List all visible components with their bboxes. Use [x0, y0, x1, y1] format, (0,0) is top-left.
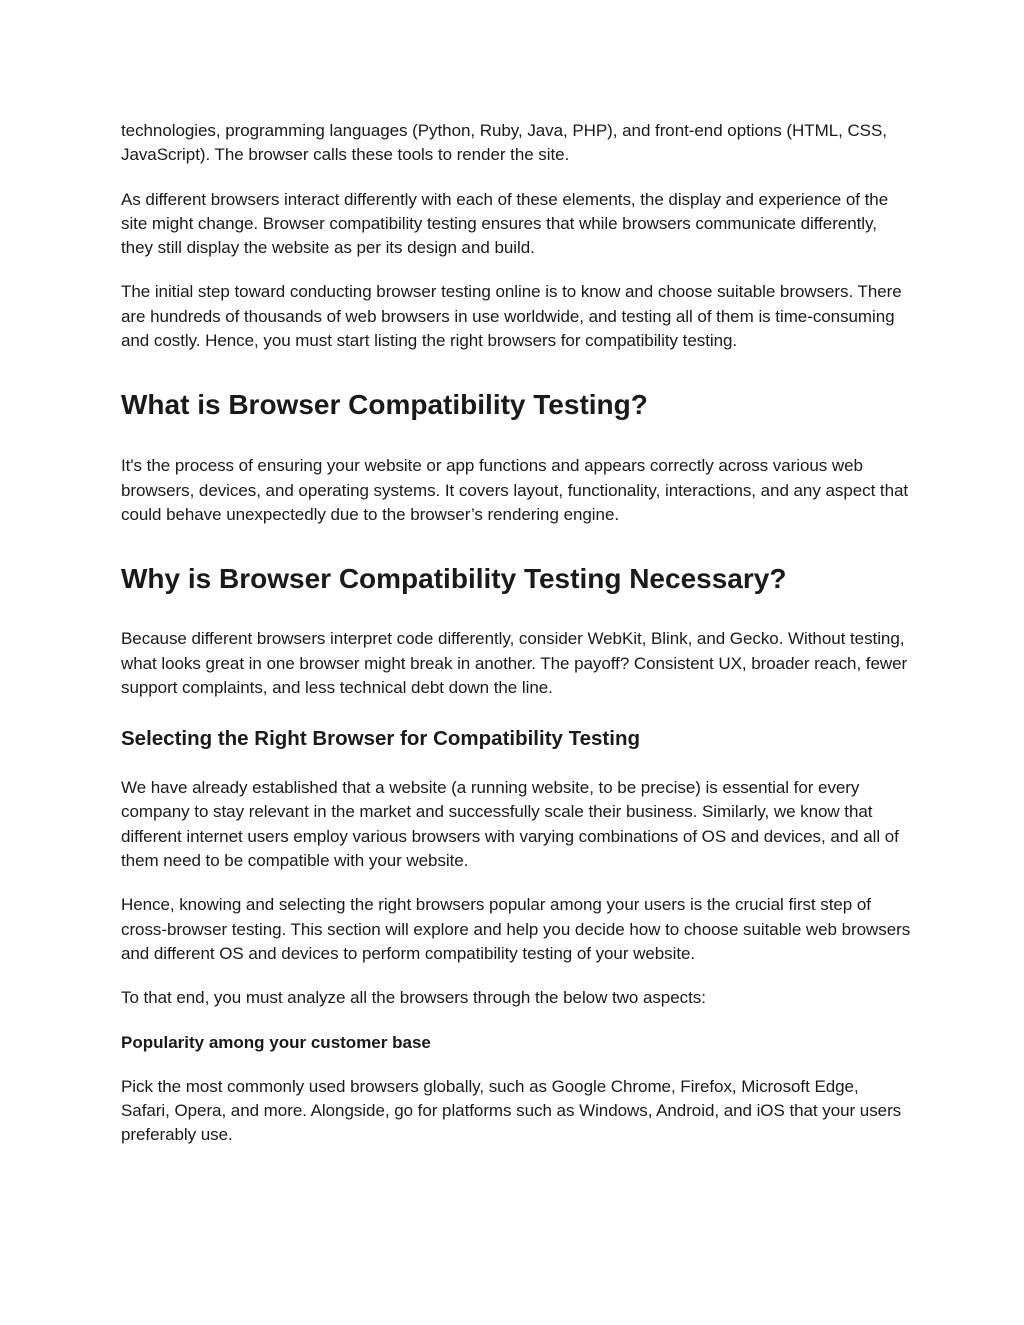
heading-selecting-browser: Selecting the Right Browser for Compatibility Testing: [121, 727, 640, 751]
heading-what-is-testing: What is Browser Compatibility Testing?: [121, 389, 648, 421]
paragraph-intro-browsers-interact: As different browsers interact differently with each of these elements, the display and experience of the site might change. Browser compatibility testing ensures that while browsers communicate differently, they still display the website as per its design and build.: [121, 189, 889, 258]
paragraph-why-necessary: Because different browsers interpret code differently, consider WebKit, Blink, and Gecko. Without testing, what looks great in one browser might break in another. The payoff? Consistent UX, broader reach, fewer support complaints, and less technical debt down the line.: [121, 629, 908, 697]
paragraph-popularity: Pick the most commonly used browsers globally, such as Google Chrome, Firefox, Microsoft Edge, Safari, Opera, and more. Alongside, go for platforms such as Windows, Android, and iOS that your users preferably use.: [121, 1076, 902, 1145]
paragraph-selecting-aspects: To that end, you must analyze all the browsers through the below two aspects:: [121, 988, 706, 1008]
paragraph-what-is-testing: It's the process of ensuring your website or app functions and appears correctly across various web browsers, devices, and operating systems. It covers layout, functionality, interactions, and any aspect that could behave unexpectedly due to the browser’s rendering engine.: [121, 456, 909, 524]
document-body: [121, 119, 911, 1147]
paragraph-selecting-hence: Hence, knowing and selecting the right browsers popular among your users is the crucial first step of cross-browser testing. This section will explore and help you decide how to choose suitable web browsers and different OS and devices to perform compatibility testing of your website.: [121, 895, 911, 963]
paragraph-selecting-established: We have already established that a website (a running website, to be precise) is essential for every company to stay relevant in the market and successfully scale their business. Similarly, we know that different internet users employ various browsers with varying combinations of OS and devices, and all of them need to be compatible with your website.: [121, 778, 899, 871]
paragraph-intro-technologies: technologies, programming languages (Python, Ruby, Java, PHP), and front-end options (HTML, CSS, JavaScript). The browser calls these tools to render the site.: [121, 121, 887, 165]
heading-why-necessary: Why is Browser Compatibility Testing Necessary?: [121, 563, 787, 595]
paragraph-intro-initial-step: The initial step toward conducting browser testing online is to know and choose suitable browsers. There are hundreds of thousands of web browsers in use worldwide, and testing all of them is time-consuming and costly. Hence, you must start listing the right browsers for compatibility testing.: [121, 282, 902, 351]
heading-popularity: Popularity among your customer base: [121, 1032, 431, 1052]
